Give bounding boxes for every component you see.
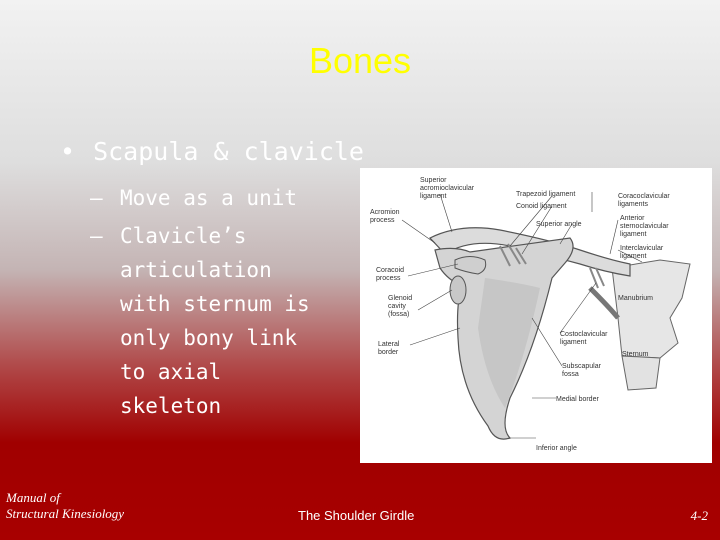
label-superior-angle: Superior angle xyxy=(536,221,582,228)
bullet-text: Scapula & clavicle xyxy=(93,137,364,166)
label-trapezoid-ligament: Trapezoid ligament xyxy=(516,191,576,198)
sub-bullet-continuation: articulation with sternum is only bony link to axial skeleton xyxy=(120,258,310,418)
label-acromion-process: Acromion process xyxy=(370,209,400,224)
footer-book-title xyxy=(6,490,124,522)
sub-bullet-clavicle-articulation xyxy=(90,219,330,423)
slide-title: Bones xyxy=(308,40,412,81)
label-conoid-ligament: Conoid ligament xyxy=(516,203,567,210)
label-sternum: Sternum xyxy=(622,351,649,358)
sub-bullet-text: Clavicle’s xyxy=(120,224,247,248)
label-medial-border: Medial border xyxy=(556,396,599,403)
bullet-scapula-clavicle xyxy=(60,137,364,166)
label-costoclavicular-ligament: Costoclavicular ligament xyxy=(560,331,608,346)
footer-book-title-line1: Manual of xyxy=(6,490,60,505)
footer-book-title-line2: Structural Kinesiology xyxy=(6,506,125,521)
label-coracoclavicular-ligaments: Coracoclavicular ligaments xyxy=(618,193,670,208)
costoclavicular-ligament xyxy=(590,268,604,288)
label-anterior-sternoclavicular: Anterior sternoclavicular ligament xyxy=(620,215,669,238)
shoulder-girdle-illustration xyxy=(360,168,712,463)
label-lateral-border: Lateral border xyxy=(378,341,400,356)
footer-slide-number: 4-2 xyxy=(690,508,708,523)
anatomy-drawing xyxy=(360,168,712,463)
label-glenoid-cavity: Glenoid cavity (fossa) xyxy=(388,295,413,318)
sternum-body xyxy=(622,356,660,390)
sub-bullet-move-unit xyxy=(90,181,297,215)
footer-chapter-title: The Shoulder Girdle xyxy=(298,508,415,523)
label-coracoid-process: Coracoid process xyxy=(376,267,405,282)
label-superior-acromioclavicular: Superior acromioclavicular ligament xyxy=(420,177,475,200)
label-subscapular-fossa: Subscapular fossa xyxy=(562,363,601,378)
sub-bullet-text: Move as a unit xyxy=(120,186,298,210)
label-inferior-angle: Inferior angle xyxy=(536,445,577,452)
sub-marker: – xyxy=(90,224,103,248)
bullet-marker: • xyxy=(60,137,76,166)
glenoid-shape xyxy=(450,276,466,304)
first-rib xyxy=(590,288,618,318)
sub-marker: – xyxy=(90,186,103,210)
label-interclavicular-ligament: Interclavicular ligament xyxy=(620,245,664,260)
label-manubrium: Manubrium xyxy=(618,295,654,302)
